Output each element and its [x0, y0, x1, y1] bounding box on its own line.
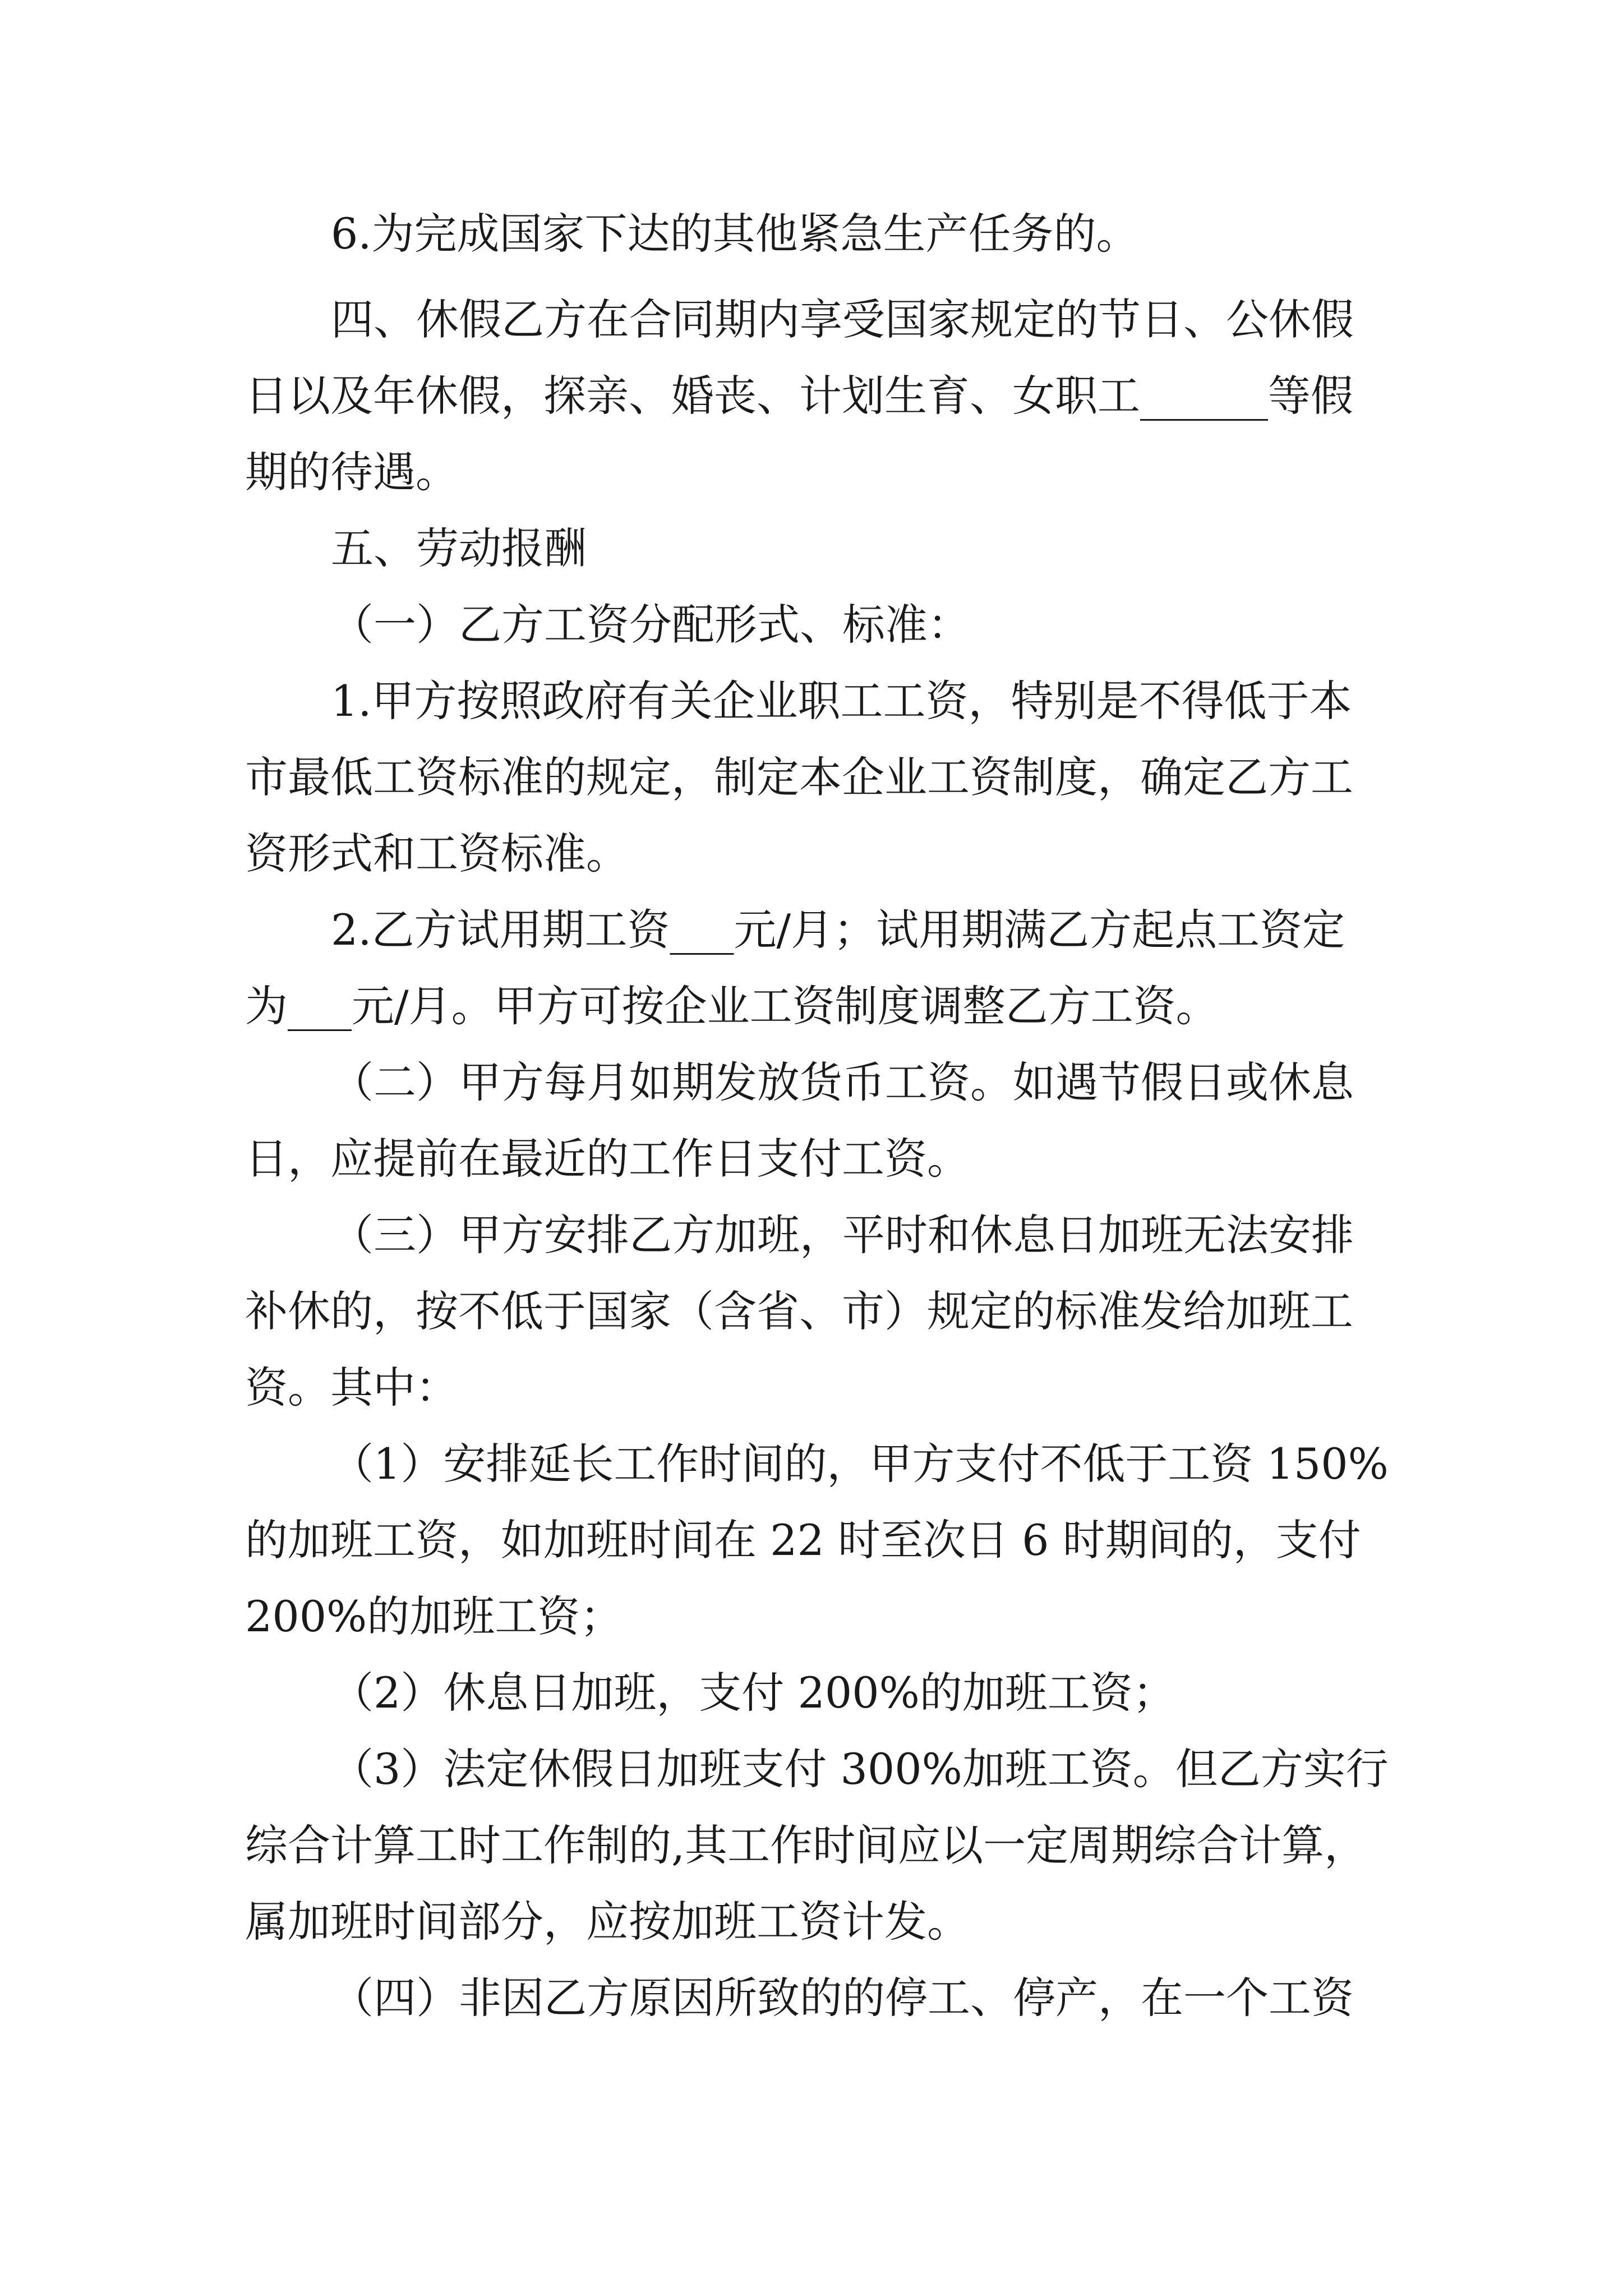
text-line: 综合计算工时工作制的,其工作时间应以一定周期综合计算， [245, 1820, 1367, 1870]
subsection-heading-4: （四）非因乙方原因所致的的停工、停产，在一个工资 [331, 1973, 1354, 2023]
text-line-item-1: 1.甲方按照政府有关企业职工工资，特别是不得低于本 [331, 676, 1352, 726]
text-line: 市最低工资标准的规定，制定本企业工资制度，确定乙方工 [245, 752, 1353, 802]
text-line: 期的待遇。 [245, 447, 458, 497]
text-line: 200%的加班工资； [245, 1591, 623, 1641]
text-line: 资。其中： [245, 1363, 458, 1412]
text-line: 的加班工资，如加班时间在 22 时至次日 6 时期间的，支付 [245, 1515, 1361, 1565]
subsection-heading-2: （二）甲方每月如期发放货币工资。如遇节假日或休息 [331, 1057, 1354, 1107]
text-line-section-4-vacation: 四、休假乙方在合同期内享受国家规定的节日、公休假 [331, 295, 1354, 344]
text-line-item-6: 6.为完成国家下达的其他紧急生产任务的。 [331, 209, 1139, 259]
text-line: 资形式和工资标准。 [245, 829, 629, 878]
text-line-item-2: 2.乙方试用期工资___元/月；试用期满乙方起点工资定 [331, 905, 1345, 955]
subsection-heading-1: （一）乙方工资分配形式、标准： [331, 600, 970, 650]
text-line: 属加班时间部分，应按加班工资计发。 [245, 1897, 970, 1947]
text-line-clause-2: （2）休息日加班，支付 200%的加班工资； [331, 1668, 1175, 1718]
text-line: 为___元/月。甲方可按企业工资制度调整乙方工资。 [245, 981, 1219, 1031]
subsection-heading-3: （三）甲方安排乙方加班，平时和休息日加班无法安排 [331, 1210, 1354, 1260]
section-heading-labor-pay: 五、劳动报酬 [331, 523, 587, 573]
text-line: 补休的，按不低于国家（含省、市）规定的标准发给加班工 [245, 1286, 1353, 1336]
text-line-clause-1: （1）安排延长工作时间的，甲方支付不低于工资 150% [331, 1439, 1389, 1489]
text-line: 日以及年休假，探亲、婚丧、计划生育、女职工______等假 [245, 371, 1353, 421]
text-line: 日，应提前在最近的工作日支付工资。 [245, 1134, 970, 1184]
text-line-clause-3: （3）法定休假日加班支付 300%加班工资。但乙方实行 [331, 1744, 1389, 1794]
